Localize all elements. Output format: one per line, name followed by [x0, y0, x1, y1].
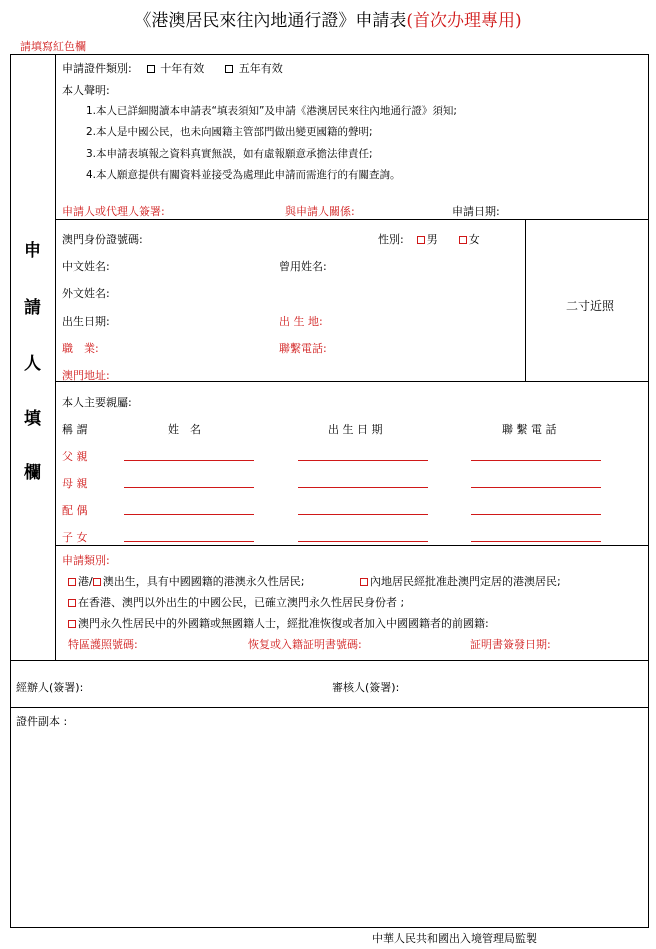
- macau-id-field[interactable]: 澳門身份證號碼:: [62, 233, 143, 246]
- occupation-field[interactable]: 職 業:: [62, 342, 99, 355]
- category-opt1: [68, 573, 304, 589]
- declaration-item-1: 1.本人已詳細閱讀本申請表“填表須知”及申請《港澳居民來往內地通行證》須知;: [86, 105, 457, 117]
- gender-label: 性別:: [378, 233, 404, 246]
- category-label: 申請類別:: [62, 554, 110, 567]
- declaration-item-3: 3.本申請表填報之資料真實無誤，如有虛報願意承擔法律責任;: [86, 148, 373, 160]
- five-year-checkbox[interactable]: [225, 65, 233, 73]
- cert-no-field[interactable]: 恢复或入籍証明書號碼:: [248, 638, 362, 651]
- document-copy-label: 證件副本 :: [16, 715, 68, 728]
- relation-field[interactable]: 與申請人關係:: [285, 205, 355, 218]
- gender-row: [378, 231, 480, 247]
- mother-dob-line[interactable]: [298, 487, 428, 488]
- spouse-name-line[interactable]: [124, 514, 254, 515]
- father-dob-line[interactable]: [298, 460, 428, 461]
- female-label: 女: [468, 233, 480, 246]
- category-opt3-label: 在香港、澳門以外出生的中國公民，已確立澳門永久性居民身份者 ;: [78, 596, 405, 609]
- form-title: [0, 6, 656, 31]
- category-opt2-checkbox[interactable]: [360, 578, 368, 586]
- side-char-5: 欄: [24, 463, 41, 483]
- family-header-dob: 出 生 日 期: [328, 423, 383, 436]
- handler-field[interactable]: 經辦人(簽署):: [16, 681, 84, 694]
- family-row-father: 父 親: [62, 450, 88, 463]
- category-opt2-label: 內地居民經批准赴澳門定居的港澳居民;: [370, 575, 561, 588]
- doc-type-label: 申請證件類別:: [62, 62, 132, 75]
- form-frame: [10, 54, 649, 928]
- family-row-mother: 母 親: [62, 477, 88, 490]
- family-row-children: 子 女: [62, 531, 88, 544]
- declaration-item-2: 2.本人是中國公民，也未向國籍主管部門做出變更國籍的聲明;: [86, 126, 373, 138]
- divider-3: [55, 545, 649, 546]
- category-opt4: [68, 615, 489, 631]
- mother-phone-line[interactable]: [471, 487, 601, 488]
- children-dob-line[interactable]: [298, 541, 428, 542]
- father-name-line[interactable]: [124, 460, 254, 461]
- fill-red-note: 請填寫紅色欄: [20, 40, 86, 53]
- divider-1: [55, 219, 649, 220]
- divider-4: [10, 660, 649, 661]
- category-opt4-label: 澳門永久性居民中的外國籍或無國籍人士，經批准恢復或者加入中國國籍者的前國籍:: [78, 617, 489, 630]
- birthplace-field[interactable]: 出 生 地:: [279, 315, 323, 328]
- family-header-name: 姓 名: [168, 423, 201, 436]
- ten-year-checkbox[interactable]: [147, 65, 155, 73]
- address-field[interactable]: 澳門地址:: [62, 369, 110, 382]
- form-title-main: 《港澳居民來往內地通行證》申請表: [134, 11, 407, 31]
- foreign-name-field[interactable]: 外文姓名:: [62, 287, 110, 300]
- male-label: 男: [426, 233, 438, 246]
- footer-issuer: 中華人民共和國出入境管理局監製: [372, 932, 537, 945]
- spouse-dob-line[interactable]: [298, 514, 428, 515]
- reviewer-field[interactable]: 審核人(簽署):: [332, 681, 400, 694]
- category-opt1-checkbox[interactable]: [68, 578, 76, 586]
- former-name-field[interactable]: 曾用姓名:: [279, 260, 327, 273]
- divider-5: [10, 707, 649, 708]
- declaration-item-4: 4.本人願意提供有關資料並接受為處理此申請而需進行的有關查詢。: [86, 169, 401, 181]
- category-opt1-b: 澳出生，具有中國國籍的港澳永久性居民;: [102, 575, 305, 588]
- divider-2: [55, 381, 649, 382]
- five-year-label: 五年有效: [238, 62, 283, 75]
- dob-field[interactable]: 出生日期:: [62, 315, 110, 328]
- side-char-2: 請: [24, 298, 41, 318]
- declaration-label: 本人聲明:: [62, 84, 110, 97]
- category-opt1b-checkbox[interactable]: [93, 578, 101, 586]
- side-char-1: 申: [24, 241, 41, 261]
- chinese-name-field[interactable]: 中文姓名:: [62, 260, 110, 273]
- photo-divider: [525, 219, 526, 381]
- family-label: 本人主要親屬:: [62, 396, 132, 409]
- signer-field[interactable]: 申請人或代理人簽署:: [62, 205, 165, 218]
- family-header-phone: 聯 繫 電 話: [502, 423, 557, 436]
- father-phone-line[interactable]: [471, 460, 601, 461]
- children-phone-line[interactable]: [471, 541, 601, 542]
- female-checkbox[interactable]: [459, 236, 467, 244]
- side-char-3: 人: [24, 354, 41, 374]
- children-name-line[interactable]: [124, 541, 254, 542]
- male-checkbox[interactable]: [417, 236, 425, 244]
- form-title-sub: (首次办理專用): [406, 11, 522, 31]
- photo-box-label: 二寸近照: [566, 299, 615, 313]
- phone-field[interactable]: 聯繫電話:: [279, 342, 327, 355]
- category-opt3-checkbox[interactable]: [68, 599, 76, 607]
- category-opt2: [360, 573, 561, 589]
- doc-type-row: [62, 60, 283, 76]
- ten-year-label: 十年有效: [160, 62, 205, 75]
- category-opt4-checkbox[interactable]: [68, 620, 76, 628]
- cert-date-field[interactable]: 証明書簽發日期:: [470, 638, 551, 651]
- category-opt3: [68, 594, 404, 610]
- family-header-relation: 稱 謂: [62, 423, 88, 436]
- apply-date-field[interactable]: 申請日期:: [452, 205, 500, 218]
- side-char-4: 填: [24, 409, 41, 429]
- side-divider: [55, 54, 56, 660]
- passport-no-field[interactable]: 特區護照號碼:: [68, 638, 138, 651]
- spouse-phone-line[interactable]: [471, 514, 601, 515]
- family-row-spouse: 配 偶: [62, 504, 88, 517]
- category-opt1-a: 港/: [78, 575, 93, 588]
- mother-name-line[interactable]: [124, 487, 254, 488]
